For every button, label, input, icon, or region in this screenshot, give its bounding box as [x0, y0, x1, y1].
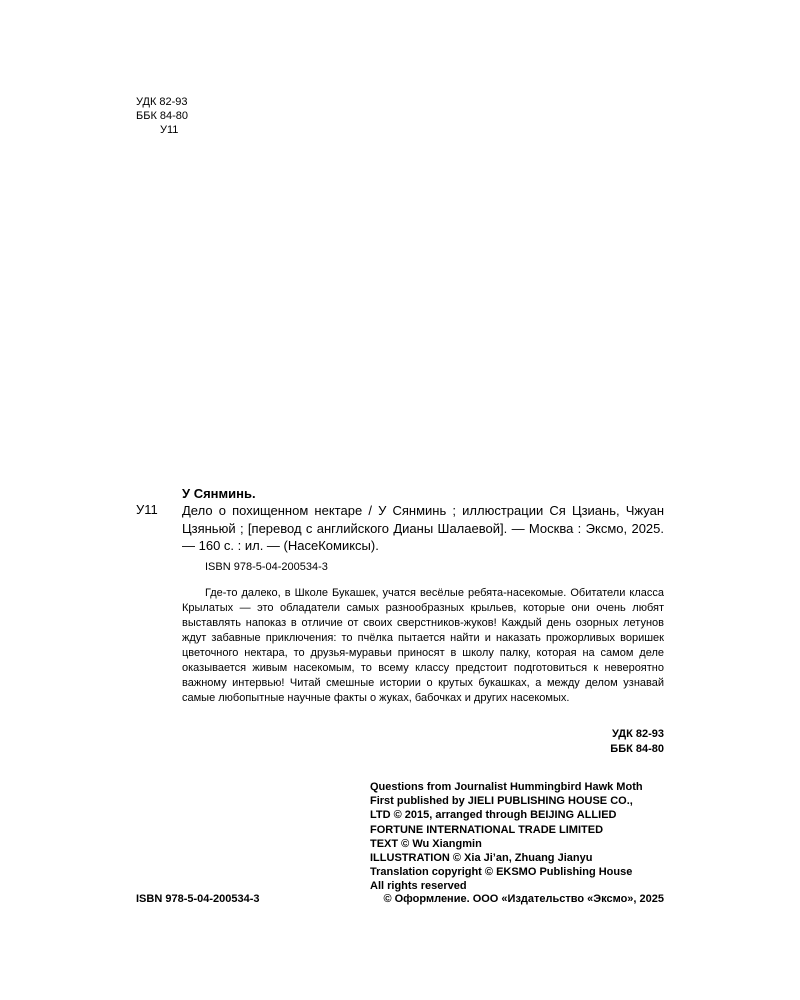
copyright-line: TEXT © Wu Xiangmin — [370, 837, 482, 850]
udk-code-right: УДК 82-93 — [611, 728, 664, 740]
footer-isbn: ISBN 978-5-04-200534-3 — [136, 893, 260, 905]
udk-code: УДК 82-93 — [136, 96, 188, 108]
design-copyright: © Оформление. ООО «Издательство «Эксмо», 2025 — [383, 893, 664, 905]
annotation-text: Где-то далеко, в Школе Букашек, учатся весёлые ребята-насекомые. Обитатели класса Крылатых — это обладатели самых разнообразных крыльев, которые они очень любят выставлять напоказ в отличие от своих сверстников-жуков! Каждый день озорных летунов ждут забавные приключения: то пчёлка пытается найти и наказать прожорливых воришек цветочного нектара, то друзья-муравьи приносят в школу палку, которая на самом деле оказывается живым насекомым, то всему классу предстоит подготовиться к невероятно важному интервью! Читай смешные истории о крутых букашках, а между делом узнавай самые любопытные научные факты о жуках, бабочках и других насекомых. — [182, 587, 664, 704]
copyright-line: All rights reserved — [370, 880, 467, 893]
copyright-line: Translation copyright © EKSMO Publishing House — [370, 866, 633, 879]
author-heading: У Сянминь. — [182, 486, 256, 501]
entry-cutter-code: У11 — [136, 502, 158, 517]
bibliographic-description: Дело о похищенном нектаре / У Сянминь ; иллюстрации Ся Цзиань, Чжуан Цзяньюй ; [перевод с английского Дианы Шалаевой]. — Москва : Эксмо, 2025. — 160 с. : ил. — (НасеКомиксы). — [182, 503, 664, 553]
copyright-line: LTD © 2015, arranged through BEIJING ALLIED — [370, 809, 617, 822]
copyright-line: First published by JIELI PUBLISHING HOUSE CO., — [370, 795, 633, 808]
copyright-block — [370, 780, 670, 894]
annotation — [182, 586, 664, 706]
copyright-line: Questions from Journalist Hummingbird Hawk Moth — [370, 781, 643, 793]
bbk-code: ББК 84-80 — [136, 110, 189, 122]
bbk-code-right: ББК 84-80 — [610, 743, 664, 755]
cutter-code: У11 — [160, 124, 179, 136]
copyright-line: ILLUSTRATION © Xia Ji’an, Zhuang Jianyu — [370, 852, 593, 865]
copyright-line: FORTUNE INTERNATIONAL TRADE LIMITED — [370, 823, 604, 836]
right-classification-codes — [610, 727, 664, 757]
top-classification-codes — [136, 95, 188, 137]
entry-isbn: ISBN 978-5-04-200534-3 — [205, 561, 328, 573]
